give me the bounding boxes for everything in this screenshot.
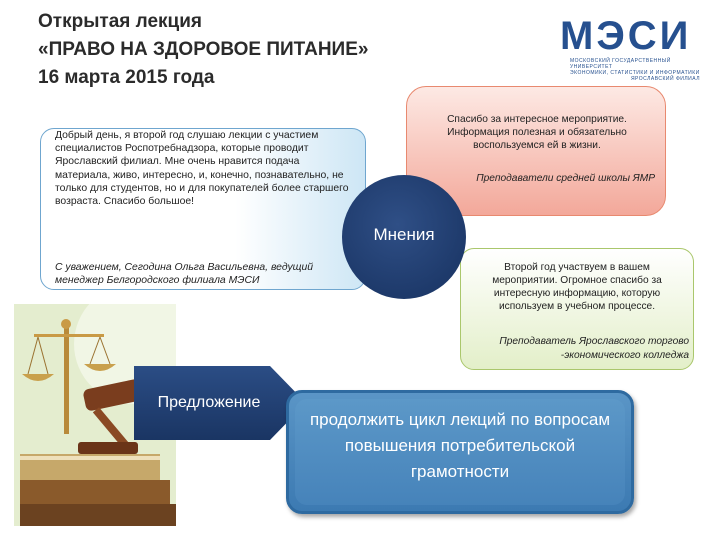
title-line-3: 16 марта 2015 года: [38, 67, 215, 88]
feedback-text: Спасибо за интересное мероприятие. Информация полезная и обязательно воспользуемся ей в жизни.: [447, 114, 627, 151]
feedback-card-green: [460, 248, 694, 370]
logo-mark: МЭСИ: [560, 14, 692, 58]
proposal-text: продолжить цикл лекций по вопросам повышения потребительской грамотности: [309, 410, 611, 481]
feedback-card-left: [40, 128, 366, 290]
feedback-signature: Преподаватели средней школы ЯМР: [476, 173, 655, 184]
opinions-label: Мнения: [373, 225, 435, 244]
proposal-box: [286, 390, 634, 514]
logo-subtitle: [570, 58, 700, 82]
proposal-arrow: [134, 366, 306, 440]
logo-sub-line-2: ЭКОНОМИКИ, СТАТИСТИКИ И ИНФОРМАТИКИ: [570, 70, 700, 76]
page-title: [38, 8, 508, 92]
logo-sub-line-3: ЯРОСЛАВСКИЙ ФИЛИАЛ: [630, 76, 700, 82]
feedback-signature: С уважением, Сегодина Ольга Васильевна, ведущий менеджер Белгородского филиала МЭСИ: [55, 262, 314, 286]
feedback-text: Добрый день, я второй год слушаю лекции с участием специалистов Роспотребнадзора, которые проводит Ярославский филиал. Мне очень нравится подача материала, живо, интересно, и, конечно, познавательно, не только для студентов, но и для покупателей более старшего возраста. Спасибо большое!: [55, 130, 349, 208]
proposal-label: Предложение: [157, 394, 261, 411]
title-line-1: Открытая лекция: [38, 11, 203, 32]
opinions-circle: [342, 175, 466, 299]
feedback-text: Второй год участвуем в вашем мероприятии. Огромное спасибо за интересную информацию, которую используем в учебном процессе.: [492, 262, 662, 312]
mesi-logo: [560, 8, 710, 80]
logo-sub-line-1: МОСКОВСКИЙ ГОСУДАРСТВЕННЫЙ УНИВЕРСИТЕТ: [570, 58, 671, 70]
title-line-2: «ПРАВО НА ЗДОРОВОЕ ПИТАНИЕ»: [38, 39, 369, 60]
feedback-signature: Преподаватель Ярославского торгово -экономического колледжа: [499, 336, 689, 361]
